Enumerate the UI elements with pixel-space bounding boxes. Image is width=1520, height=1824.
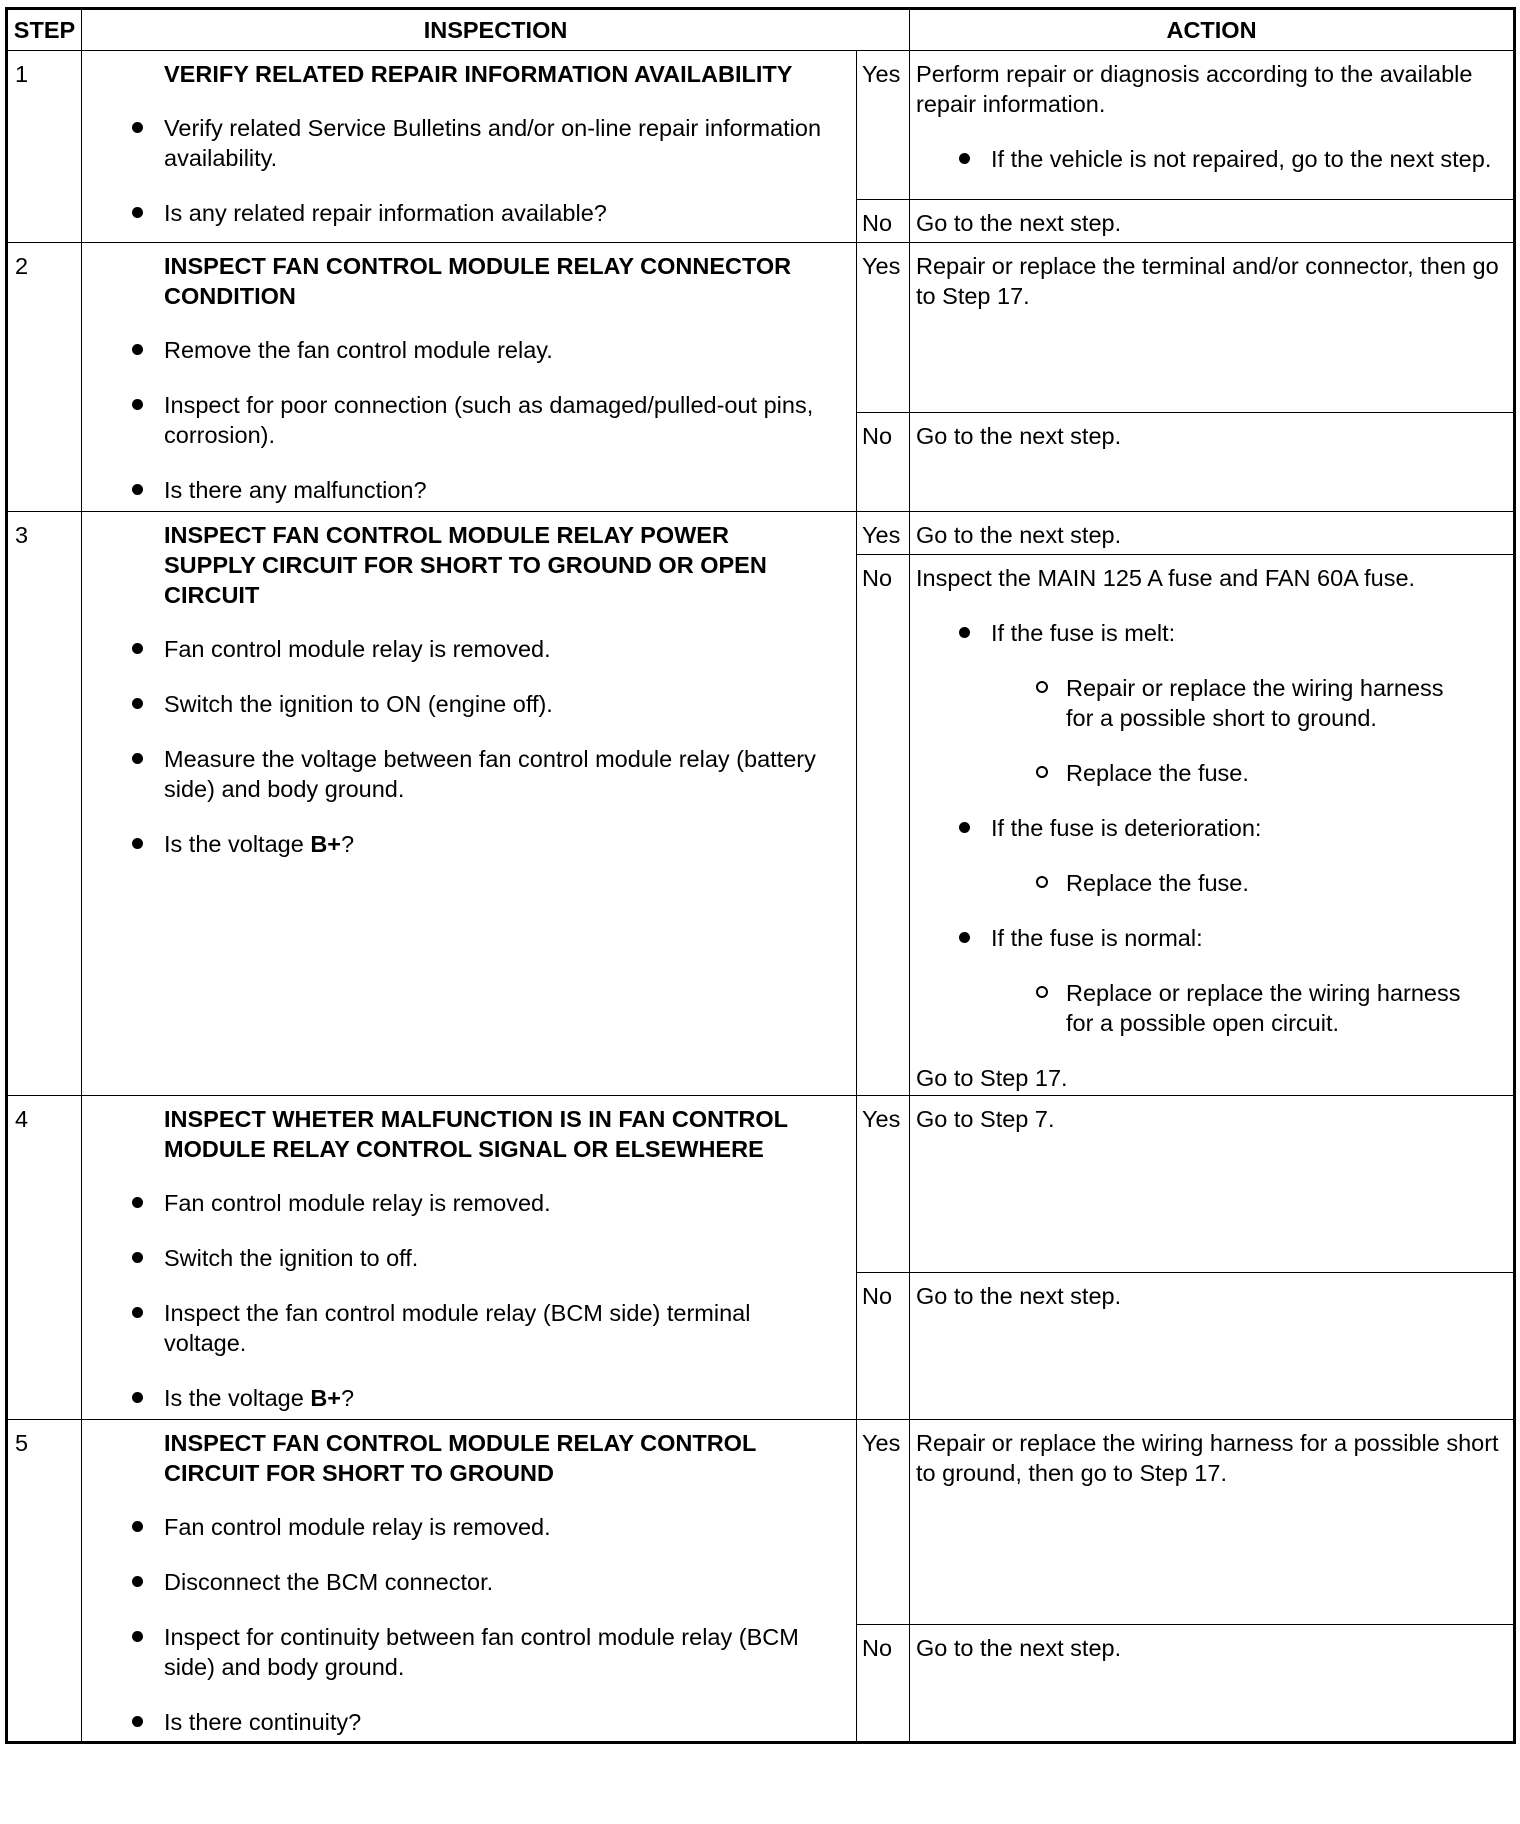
step-number: 3 (7, 512, 82, 1096)
bullet-text: Fan control module relay is removed. (164, 1190, 551, 1216)
step-number: 5 (7, 1420, 82, 1743)
bullet-icon (959, 932, 970, 943)
bullet-icon (132, 1392, 143, 1403)
question-suffix: ? (341, 1385, 355, 1411)
inspection-bullet (82, 113, 826, 173)
step-5-yes-row (7, 1420, 1515, 1625)
step-number: 1 (7, 51, 82, 243)
inspection-bullet (82, 689, 826, 719)
action-bullet (916, 923, 1507, 953)
question-suffix: ? (341, 831, 355, 857)
step-1-yes-row (7, 51, 1515, 200)
header-action: ACTION (910, 9, 1515, 51)
bullet-icon (132, 207, 143, 218)
circle-bullet-icon (1036, 986, 1048, 998)
circle-bullet-icon (1036, 876, 1048, 888)
no-label: No (857, 413, 910, 512)
bullet-icon (132, 399, 143, 410)
bullet-icon (132, 1307, 143, 1318)
step-title: INSPECT FAN CONTROL MODULE RELAY POWER SUPPLY CIRCUIT FOR SHORT TO GROUND OR OPEN CIRCUIT (164, 522, 767, 608)
header-row (7, 9, 1515, 51)
action-bullet (916, 144, 1507, 174)
action-subbullet (916, 758, 1507, 788)
bullet-text: Switch the ignition to off. (164, 1245, 419, 1271)
inspection-question (82, 829, 826, 859)
step-title: INSPECT WHETER MALFUNCTION IS IN FAN CONTROL MODULE RELAY CONTROL SIGNAL OR ELSEWHERE (164, 1106, 788, 1162)
step-4-inspection (82, 1096, 857, 1420)
bullet-icon (132, 1716, 143, 1727)
inspection-bullet (82, 1622, 826, 1682)
subbullet-text: Replace or replace the wiring harness for a possible open circuit. (1066, 980, 1461, 1036)
no-action: Go to the next step. (910, 413, 1515, 512)
yes-action (910, 51, 1515, 200)
action-bullet (916, 618, 1507, 648)
bullet-text: Measure the voltage between fan control module relay (battery side) and body ground. (164, 746, 816, 802)
bullet-text: If the fuse is deterioration: (991, 815, 1262, 841)
bullet-icon (132, 1197, 143, 1208)
no-action: Go to the next step. (910, 1273, 1515, 1420)
bullet-text: Fan control module relay is removed. (164, 636, 551, 662)
subbullet-text: Replace the fuse. (1066, 870, 1249, 896)
bullet-icon (132, 1521, 143, 1532)
no-label: No (857, 1625, 910, 1743)
bullet-text: Fan control module relay is removed. (164, 1514, 551, 1540)
question-value: B+ (310, 831, 342, 857)
yes-action: Go to Step 7. (910, 1096, 1515, 1273)
bullet-text: If the vehicle is not repaired, go to the next step. (991, 146, 1492, 172)
step-4-yes-row (7, 1096, 1515, 1273)
bullet-text: Is there continuity? (164, 1709, 362, 1735)
subbullet-text: Replace the fuse. (1066, 760, 1249, 786)
yes-action: Repair or replace the wiring harness for a possible short to ground, then go to Step 17. (910, 1420, 1515, 1625)
inspection-question (82, 475, 826, 505)
no-action (910, 555, 1515, 1096)
action-subbullet (916, 673, 1507, 733)
bullet-text: Remove the fan control module relay. (164, 337, 553, 363)
action-text: Go to Step 17. (916, 1065, 1068, 1091)
inspection-question (82, 1383, 826, 1413)
no-label: No (857, 200, 910, 243)
header-inspection: INSPECTION (82, 9, 910, 51)
bullet-text: Disconnect the BCM connector. (164, 1569, 494, 1595)
bullet-icon (132, 122, 143, 133)
bullet-text: Inspect for continuity between fan control module relay (BCM side) and body ground. (164, 1624, 799, 1680)
bullet-icon (959, 822, 970, 833)
step-5-inspection (82, 1420, 857, 1743)
yes-label: Yes (857, 1096, 910, 1273)
inspection-bullet (82, 1512, 826, 1542)
subbullet-text: Repair or replace the wiring harness for a possible short to ground. (1066, 675, 1444, 731)
no-label: No (857, 555, 910, 1096)
step-title: INSPECT FAN CONTROL MODULE RELAY CONNECTOR CONDITION (164, 253, 792, 309)
bullet-icon (132, 484, 143, 495)
bullet-icon (959, 627, 970, 638)
yes-label: Yes (857, 512, 910, 555)
circle-bullet-icon (1036, 766, 1048, 778)
bullet-text: Is there any malfunction? (164, 477, 427, 503)
action-subbullet (916, 868, 1507, 898)
bullet-icon (132, 1576, 143, 1587)
inspection-bullet (82, 1243, 826, 1273)
step-number: 4 (7, 1096, 82, 1420)
inspection-bullet (82, 390, 826, 450)
step-title: INSPECT FAN CONTROL MODULE RELAY CONTROL CIRCUIT FOR SHORT TO GROUND (164, 1430, 756, 1486)
bullet-icon (132, 1631, 143, 1642)
bullet-text: If the fuse is normal: (991, 925, 1203, 951)
yes-label: Yes (857, 243, 910, 413)
action-text: Inspect the MAIN 125 A fuse and FAN 60A fuse. (916, 565, 1416, 591)
bullet-icon (132, 344, 143, 355)
step-2-inspection (82, 243, 857, 512)
step-2-yes-row (7, 243, 1515, 413)
question-text: Is the voltage (164, 831, 311, 857)
yes-action: Go to the next step. (910, 512, 1515, 555)
inspection-bullet (82, 1298, 826, 1358)
no-action: Go to the next step. (910, 200, 1515, 243)
bullet-icon (132, 643, 143, 654)
bullet-text: Inspect for poor connection (such as damaged/pulled-out pins, corrosion). (164, 392, 814, 448)
inspection-bullet (82, 335, 826, 365)
action-subbullet (916, 978, 1507, 1038)
yes-label: Yes (857, 1420, 910, 1625)
step-3-yes-row (7, 512, 1515, 555)
bullet-text: Switch the ignition to ON (engine off). (164, 691, 553, 717)
bullet-icon (959, 153, 970, 164)
yes-label: Yes (857, 51, 910, 200)
bullet-text: Is any related repair information available? (164, 200, 607, 226)
inspection-question (82, 198, 826, 228)
inspection-bullet (82, 1567, 826, 1597)
no-label: No (857, 1273, 910, 1420)
bullet-icon (132, 838, 143, 849)
inspection-bullet (82, 744, 826, 804)
bullet-text: If the fuse is melt: (991, 620, 1176, 646)
no-action: Go to the next step. (910, 1625, 1515, 1743)
step-number: 2 (7, 243, 82, 512)
circle-bullet-icon (1036, 681, 1048, 693)
inspection-question (82, 1707, 826, 1737)
bullet-text: Inspect the fan control module relay (BCM side) terminal voltage. (164, 1300, 751, 1356)
question-text: Is the voltage (164, 1385, 311, 1411)
action-bullet (916, 813, 1507, 843)
diagnostic-procedure-page (5, 7, 1513, 1817)
step-3-inspection (82, 512, 857, 1096)
inspection-bullet (82, 1188, 826, 1218)
step-title: VERIFY RELATED REPAIR INFORMATION AVAILABILITY (164, 61, 793, 87)
bullet-text: Verify related Service Bulletins and/or on-line repair information availability. (164, 115, 822, 171)
step-1-inspection (82, 51, 857, 243)
bullet-icon (132, 1252, 143, 1263)
bullet-icon (132, 698, 143, 709)
action-text: Perform repair or diagnosis according to the available repair information. (916, 61, 1473, 117)
bullet-icon (132, 753, 143, 764)
header-step: STEP (7, 9, 82, 51)
yes-action: Repair or replace the terminal and/or connector, then go to Step 17. (910, 243, 1515, 413)
inspection-bullet (82, 634, 826, 664)
question-value: B+ (310, 1385, 342, 1411)
diagnostic-table (5, 7, 1516, 1744)
